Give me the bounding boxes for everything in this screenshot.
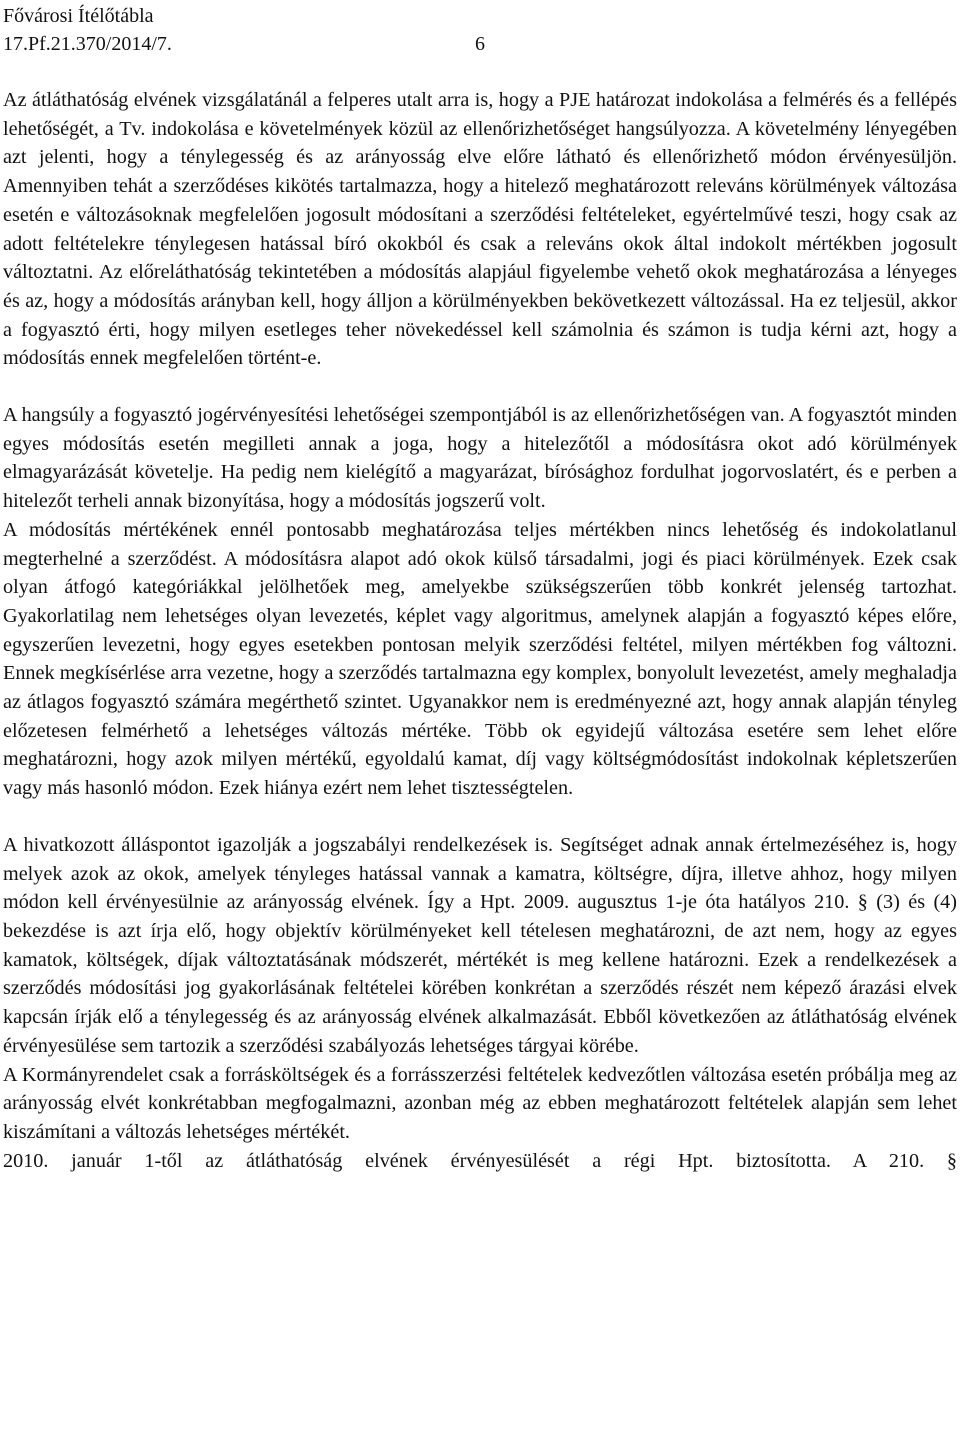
paragraph-modification-extent: A módosítás mértékének ennél pontosabb meghatározása teljes mértékben nincs lehetőség és indokolatlanul megterhelné a szerződést. A módosításra alapot adó okok külső társadalmi, jogi és piaci körülmények. Ezek csak olyan átfogó kategóriákkal jelölhetőek meg, amelyekbe szükségszerűen több konkrét jelenség tartozhat. Gyakorlatilag nem lehetséges olyan levezetés, képlet vagy algoritmus, amelynek alapján a fogyasztó képes előre, egyszerűen levezetni, hogy egyes esetekben pontosan melyik szerződési feltétel, milyen mértékben fog változni. Ennek megkísérlése arra vezetne, hogy a szerződés tartalmazna egy komplex, bonyolult levezetést, amely meghaladja az átlagos fogyasztó számára megérthető szintet. Ugyanakkor nem is eredményezné azt, hogy annak alapján tényleg előzetesen felmérhető a lehetséges változás mértéke. Több ok egyidejű változása esetére sem lehet előre meghatározni, hogy azok milyen mértékű, egyoldalú kamat, díj vagy költségmódosítást indokolnak képletszerűen vagy más hasonló módon. Ezek hiánya ezért nem lehet tisztességtelen. [3,518,957,800]
case-number: 17.Pf.21.370/2014/7. [3,33,172,55]
paragraph-government-decree: A Kormányrendelet csak a forrásköltségek és a forrásszerzési feltételek kedvezőtlen változása esetén próbálja meg az arányosság elvét konkrétabban megfogalmazni, azonban még az ebben meghatározott feltételek alapján sem lehet kiszámítani a változás lehetséges mértékét. [3,1063,957,1143]
paragraph-hpt-2010: 2010. január 1-től az átláthatóság elvének érvényesülését a régi Hpt. biztosította. A 210. § [3,1149,957,1172]
document-body [3,86,957,1175]
paragraph-verifiability: A hangsúly a fogyasztó jogérvényesítési lehetőségei szempontjából is az ellenőrizhetőségen van. A fogyasztót minden egyes módosítás esetén megilleti annak a joga, hogy a hitelezőtől a módosításra okot adó körülmények elmagyarázását követelje. Ha pedig nem kielégítő a magyarázat, bírósághoz fordulhat jogorvoslatért, és e perben a hitelezőt terheli annak bizonyítása, hogy a módosítás jogszerű volt. [3,404,957,513]
page-number: 6 [475,33,485,55]
paragraph-transparency-principle: Az átláthatóság elvének vizsgálatánál a felperes utalt arra is, hogy a PJE határozat indokolása a felmérés és a fellépés lehetőségét, a Tv. indokolása e követelmények közül az ellenőrizhetőséget hangsúlyozza. A követelmény lényegében azt jelenti, hogy a ténylegesség és az arányosság elve előre látható és ellenőrizhető módon érvényesüljön. Amennyiben tehát a szerződéses kikötés tartalmazza, hogy a hitelező meghatározott releváns körülmények változása esetén e változásoknak megfelelően jogosult módosítani a szerződési feltételeket, egyértelművé teszi, hogy csak az adott feltételekre ténylegesen hatással bíró okokból és csak a releváns okok által indokolt mértékben jogosult változtatni. Az előreláthatóság tekintetében a módosítás alapjául figyelembe vehető okok meghatározása a lényeges és az, hogy a módosítás arányban kell, hogy álljon a körülményekben bekövetkezett változással. Ha ez teljesül, akkor a fogyasztó érti, hogy milyen esetleges teher növekedéssel kell számolnia és számon is tudja kérni azt, hogy a módosítás ennek megfelelően történt-e. [3,89,957,370]
paragraph-legal-provisions: A hivatkozott álláspontot igazolják a jogszabályi rendelkezések is. Segítséget adnak annak értelmezéséhez is, hogy melyek azok az okok, amelyek tényleges hatással vannak a kamatra, költségre, díjra, illetve ahhoz, hogy milyen módon kell érvényesülnie az arányosság elvének. Így a Hpt. 2009. augusztus 1-je óta hatályos 210. § (3) és (4) bekezdése is azt írja elő, hogy objektív körülményeket kell tételesen meghatározni, de azt nem, hogy az egyes kamatok, költségek, díjak változtatásának módszerét, mértékét is meg kellene határozni. Ezek a rendelkezések a szerződés módosítási jog gyakorlásának feltételei körében konkrétan a szerződés részét nem képező árazási elvek kapcsán írják elő a ténylegesség és az arányosság elvének alkalmazását. Ebből következően az átláthatóság elvének érvényesülése sem tartozik a szerződési szabályozás lehetséges tárgyai körébe. [3,833,957,1057]
page-header [3,2,957,58]
court-name: Fővárosi Ítélőtábla [3,5,154,27]
